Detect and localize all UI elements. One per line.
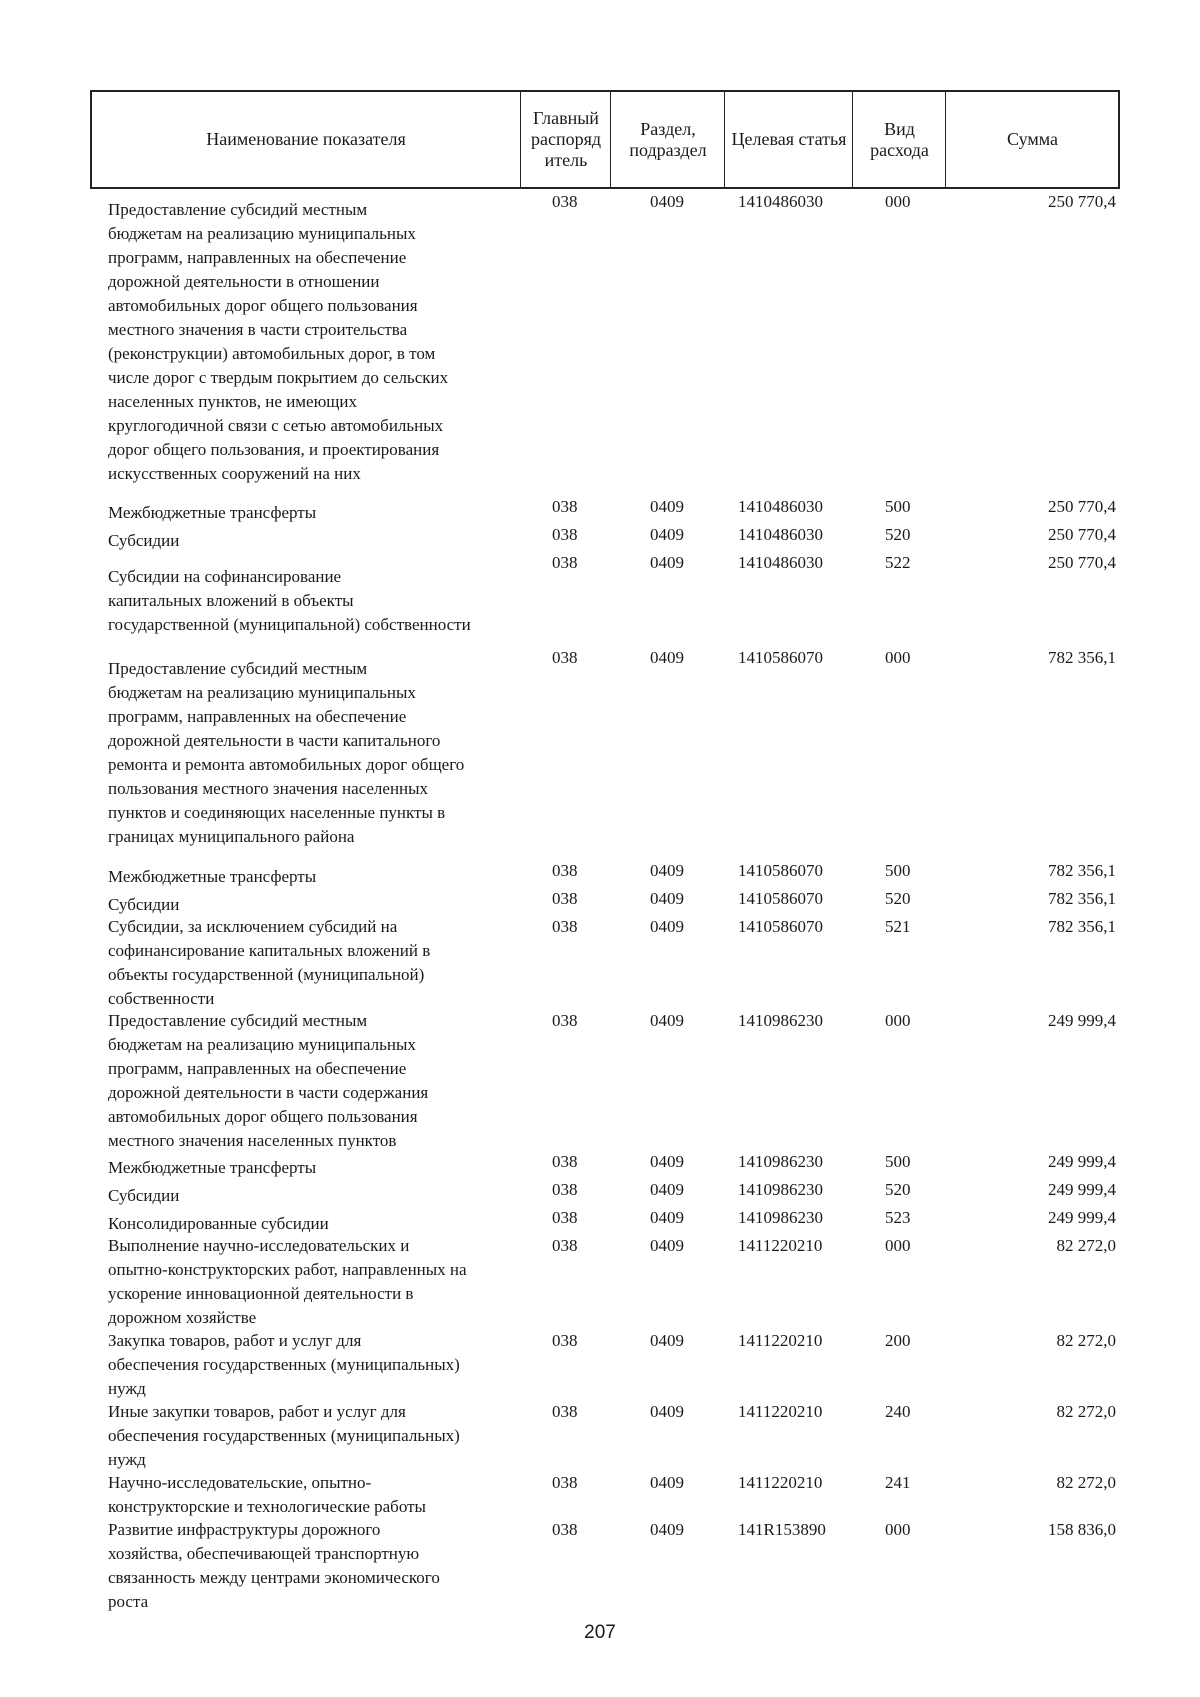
row-celevaya: 141R153890 — [738, 1520, 826, 1539]
row-vid: 500 — [885, 497, 911, 516]
row-name: Субсидии — [108, 531, 180, 550]
row-razdel: 0409 — [650, 497, 684, 516]
row-glav: 038 — [552, 1236, 578, 1255]
row-celevaya: 1410486030 — [738, 553, 823, 572]
row-summa: 158 836,0 — [1048, 1520, 1116, 1539]
row-vid: 000 — [885, 1236, 911, 1255]
row-summa: 782 356,1 — [1048, 861, 1116, 880]
row-celevaya: 1411220210 — [738, 1473, 823, 1492]
row-summa: 250 770,4 — [1048, 192, 1116, 211]
row-celevaya: 1410986230 — [738, 1152, 823, 1171]
row-glav: 038 — [552, 497, 578, 516]
row-celevaya: 1410586070 — [738, 648, 823, 667]
row-glav: 038 — [552, 917, 578, 936]
row-celevaya: 1410586070 — [738, 917, 823, 936]
row-celevaya: 1410486030 — [738, 525, 823, 544]
page-number: 207 — [584, 1622, 616, 1643]
row-name: Субсидии — [108, 1186, 180, 1205]
row-summa: 249 999,4 — [1048, 1152, 1116, 1171]
row-name: Субсидии — [108, 895, 180, 914]
row-razdel: 0409 — [650, 1208, 684, 1227]
row-celevaya: 1410586070 — [738, 861, 823, 880]
row-name: Научно-исследовательские, опытно- конструкторские и технологические работы — [108, 1473, 426, 1516]
row-glav: 038 — [552, 192, 578, 211]
row-razdel: 0409 — [650, 525, 684, 544]
row-summa: 249 999,4 — [1048, 1011, 1116, 1030]
column-divider — [610, 92, 611, 187]
row-name: Выполнение научно-исследовательских и опытно-конструкторских работ, направленных на ускорение инновационной деятельности в дорожном хозяйстве — [108, 1236, 467, 1327]
row-vid: 500 — [885, 861, 911, 880]
row-glav: 038 — [552, 1520, 578, 1539]
row-summa: 249 999,4 — [1048, 1208, 1116, 1227]
row-celevaya: 1410986230 — [738, 1208, 823, 1227]
row-summa: 250 770,4 — [1048, 497, 1116, 516]
header-name: Наименование показателя — [206, 129, 406, 149]
row-celevaya: 1410986230 — [738, 1180, 823, 1199]
column-divider — [724, 92, 725, 187]
row-vid: 000 — [885, 1520, 911, 1539]
row-name: Консолидированные субсидии — [108, 1214, 329, 1233]
row-summa: 782 356,1 — [1048, 917, 1116, 936]
row-razdel: 0409 — [650, 1152, 684, 1171]
row-razdel: 0409 — [650, 1520, 684, 1539]
row-celevaya: 1411220210 — [738, 1236, 823, 1255]
row-celevaya: 1410986230 — [738, 1011, 823, 1030]
row-razdel: 0409 — [650, 1473, 684, 1492]
row-name: Субсидии, за исключением субсидий на софинансирование капитальных вложений в объекты государственной (муниципальной) собственности — [108, 917, 431, 1008]
row-razdel: 0409 — [650, 553, 684, 572]
row-celevaya: 1410586070 — [738, 889, 823, 908]
row-glav: 038 — [552, 1208, 578, 1227]
row-vid: 520 — [885, 1180, 911, 1199]
row-name: Субсидии на софинансирование капитальных вложений в объекты государственной (муниципальной) собственности — [108, 567, 471, 634]
row-razdel: 0409 — [650, 648, 684, 667]
row-celevaya: 1411220210 — [738, 1402, 823, 1421]
row-vid: 520 — [885, 889, 911, 908]
row-glav: 038 — [552, 889, 578, 908]
row-vid: 000 — [885, 192, 911, 211]
row-vid: 200 — [885, 1331, 911, 1350]
row-vid: 523 — [885, 1208, 911, 1227]
row-vid: 500 — [885, 1152, 911, 1171]
row-summa: 782 356,1 — [1048, 889, 1116, 908]
row-summa: 250 770,4 — [1048, 525, 1116, 544]
row-glav: 038 — [552, 525, 578, 544]
column-divider — [852, 92, 853, 187]
row-summa: 82 272,0 — [1056, 1236, 1116, 1255]
row-name: Развитие инфраструктуры дорожного хозяйства, обеспечивающей транспортную связанность между центрами экономического роста — [108, 1520, 440, 1611]
row-glav: 038 — [552, 861, 578, 880]
row-glav: 038 — [552, 648, 578, 667]
header-razdel: Раздел, подраздел — [629, 118, 707, 160]
row-vid: 241 — [885, 1473, 911, 1492]
row-razdel: 0409 — [650, 889, 684, 908]
column-divider — [945, 92, 946, 187]
row-razdel: 0409 — [650, 1236, 684, 1255]
header-glav: Главный распоряд итель — [530, 108, 602, 170]
row-glav: 038 — [552, 1180, 578, 1199]
row-glav: 038 — [552, 1402, 578, 1421]
row-razdel: 0409 — [650, 1180, 684, 1199]
row-razdel: 0409 — [650, 1402, 684, 1421]
row-name: Предоставление субсидий местным бюджетам на реализацию муниципальных программ, направленных на обеспечение дорожной деятельности в отношении автомобильных дорог общего пользования местного значения в части строительства (реконструкции) автомобильных дорог, в том числе дорог с твердым покрытием до сельских населенных пунктов, не имеющих круглогодичной связи с сетью автомобильных дорог общего пользования, и проектирования искусственных сооружений на них — [108, 200, 449, 483]
row-vid: 000 — [885, 648, 911, 667]
row-summa: 249 999,4 — [1048, 1180, 1116, 1199]
row-name: Предоставление субсидий местным бюджетам на реализацию муниципальных программ, направленных на обеспечение дорожной деятельности в части капитального ремонта и ремонта автомобильных дорог общего пользования местного значения населенных пунктов и соединяющих населенные пункты в границах муниципального района — [108, 659, 465, 846]
row-glav: 038 — [552, 1331, 578, 1350]
row-summa: 250 770,4 — [1048, 553, 1116, 572]
row-celevaya: 1410486030 — [738, 192, 823, 211]
header-celevaya: Целевая статья — [731, 129, 847, 149]
row-glav: 038 — [552, 1152, 578, 1171]
column-divider — [520, 92, 521, 187]
row-vid: 240 — [885, 1402, 911, 1421]
row-name: Предоставление субсидий местным бюджетам на реализацию муниципальных программ, направленных на обеспечение дорожной деятельности в части содержания автомобильных дорог общего пользования местного значения населенных пунктов — [108, 1011, 429, 1150]
row-razdel: 0409 — [650, 192, 684, 211]
row-razdel: 0409 — [650, 1331, 684, 1350]
row-celevaya: 1410486030 — [738, 497, 823, 516]
row-glav: 038 — [552, 1473, 578, 1492]
row-vid: 520 — [885, 525, 911, 544]
table-header — [90, 90, 1120, 189]
row-glav: 038 — [552, 1011, 578, 1030]
row-name: Иные закупки товаров, работ и услуг для обеспечения государственных (муниципальных) нужд — [108, 1402, 460, 1469]
row-summa: 82 272,0 — [1056, 1331, 1116, 1350]
row-celevaya: 1411220210 — [738, 1331, 823, 1350]
row-vid: 522 — [885, 553, 911, 572]
row-vid: 521 — [885, 917, 911, 936]
row-glav: 038 — [552, 553, 578, 572]
row-name: Межбюджетные трансферты — [108, 867, 317, 886]
row-name: Межбюджетные трансферты — [108, 1158, 317, 1177]
row-name: Закупка товаров, работ и услуг для обеспечения государственных (муниципальных) нужд — [108, 1331, 460, 1398]
header-summa: Сумма — [1007, 129, 1058, 149]
row-summa: 82 272,0 — [1056, 1402, 1116, 1421]
row-summa: 82 272,0 — [1056, 1473, 1116, 1492]
row-razdel: 0409 — [650, 861, 684, 880]
row-razdel: 0409 — [650, 1011, 684, 1030]
row-name: Межбюджетные трансферты — [108, 503, 317, 522]
row-razdel: 0409 — [650, 917, 684, 936]
row-summa: 782 356,1 — [1048, 648, 1116, 667]
row-vid: 000 — [885, 1011, 911, 1030]
header-vid: Вид расхода — [870, 118, 929, 160]
